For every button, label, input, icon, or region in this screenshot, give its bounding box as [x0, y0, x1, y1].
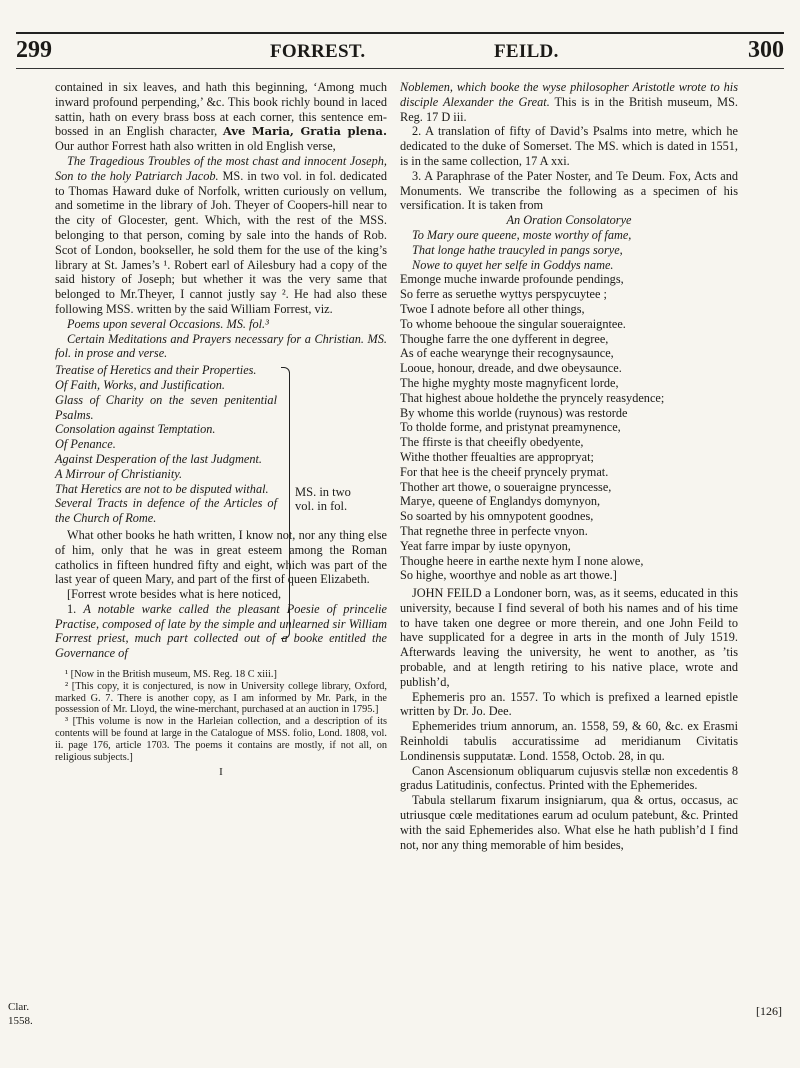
left-para-joseph: The Tragedious Troubles of the most chast and innocent Joseph, Son to the holy Patriarch Jacob. MS. in two vol. in fol. dedicated to Thomas Haward duke of Norfolk, written curiously on vellum, and sometime in the library of Joh. Theyer of Coopers-hill near to the city of Glocester, gent. Which, with the rest of the MSS. belonging to that person, coming by sale into the hands of Rob. Scot of London, bookseller, he sold them for the use of the king’s library at St. James’s ¹. Robert earl of Ailesbury had a copy of the said history of Joseph; but whether it was the very same that belonged to Mr.Theyer, I cannot justly say ². He had also these following MSS. written by the said William Forrest, viz.: [55, 153, 388, 316]
work-item: Of Penance.: [55, 437, 116, 452]
feild-bio: JOHN FEILD a Londoner born, was, as it seems, educated in this university, because I find several of both his names and of his time to have taken one degree or more therein, and one John Feild to have supplicated for a degree in arts in the month of July 1519. Afterwards leaving the university, he went to another, as ’tis probable, and at length retiring to his native place, wrote and publish’d,: [400, 586, 738, 689]
running-header: [16, 32, 784, 68]
work-item: Glass of Charity on the seven penitential Psalms.: [55, 392, 277, 422]
footnote: ¹ [Now in the British museum, MS. Reg. 18 C xiii.]: [65, 669, 277, 681]
verse-line: Yeat farre impar by iuste opynyon,: [400, 538, 571, 553]
oration-title: An Oration Consolatorye: [506, 213, 632, 228]
verse-line: So soarted by his omnypotent goodnes,: [400, 509, 594, 524]
verse-line: Twoe I adnote before all other things,: [400, 301, 585, 316]
ephemerides-three-years: Ephemerides trium annorum, an. 1558, 59, & 60, &c. ex Erasmi Reinholdi tabulis accuratissime ad meridianum Civitatis Londinensis supputatæ. Lond. 1558, Octob. 28, in qu.: [400, 719, 738, 763]
verse-line: That longe hathe traucyled in pangs sorye,: [412, 242, 623, 257]
verse-line: Nowe to quyet her selfe in Goddys name.: [412, 257, 614, 272]
signature-mark: I: [219, 766, 223, 779]
dedication-lines: [412, 228, 738, 272]
verse-line: That highest aboue holdethe the pryncely reasydence;: [400, 390, 665, 405]
works-list: [55, 363, 277, 526]
verse-stanza-1: [400, 272, 738, 376]
meditations-entry: Certain Meditations and Prayers necessary for a Christian. MS. fol. in prose and verse.: [55, 331, 387, 361]
work-item: Treatise of Heretics and their Properties.: [55, 363, 257, 378]
left-para-1: contained in six leaves, and hath this beginning, ‘Among much inward profound perpending,’ &c. This book richly bound in laced sattin, hath on every brass boss at each corner, this sentence embossed in an English character, Ave Maria, Gratia plena. Our author Forrest hath also written in old English verse,: [55, 80, 387, 154]
verse-line: Marye, queene of Englandys domynyon,: [400, 494, 601, 509]
verse-line: For that hee is the cheeif pryncely prymat.: [400, 464, 609, 479]
verse-line: That regnethe three in perfecte vnyon.: [400, 523, 588, 538]
left-page-number: 299: [16, 37, 52, 63]
verse-line: To whome behooue the singular soueraigntee.: [400, 316, 626, 331]
footnote: ² [This copy, it is conjectured, is now in University college library, Oxford, marked G. 7. There is another copy, as I am informed by Mr. Park, in the possession of Mr. Lloyd, the wine-merchant, purchased at an auction in 1795.]: [55, 680, 387, 716]
verse-line: By whome this worlde (ruynous) was restorde: [400, 405, 628, 420]
brace-bracket: [281, 367, 290, 639]
right-page-number: 300: [748, 37, 784, 63]
header-rule: [16, 68, 784, 69]
blackletter-motto: Ave Maria, Gratia plena.: [222, 124, 387, 139]
right-running-title: FEILD.: [494, 41, 559, 62]
right-column: [400, 80, 738, 852]
right-para-2: 2. A translation of fifty of David’s Psalms into metre, which he dedicated to the duke of Somerset. The MS. which is dated in 1551, is in the same collection, 17 A xxi.: [400, 124, 738, 168]
verse-line: Thoughe heere in earthe nexte hym I none alowe,: [400, 553, 644, 568]
margin-note-page-ref: [126]: [756, 1004, 782, 1018]
work-item: That Heretics are not to be disputed withal.: [55, 481, 269, 496]
left-running-title: FORREST.: [270, 41, 366, 62]
works-list-block: [55, 363, 387, 526]
verse-line: Emonge muche inwarde profounde pendings,: [400, 272, 624, 287]
left-column: [55, 80, 387, 780]
canon-entry: Canon Ascensionum obliquarum cujusvis stellæ non excedentis 8 gradus Latitudinis, confectus. Printed with the Ephemerides.: [400, 763, 738, 793]
verse-line: Withe thother ffeualties are appropryat;: [400, 449, 594, 464]
verse-line: Thother art thowe, o soueraigne pryncesse,: [400, 479, 612, 494]
verse-line: So highe, woorthye and noble as art thowe.]: [400, 568, 617, 583]
work-item: Of Faith, Works, and Justification.: [55, 377, 225, 392]
footnote: ³ [This volume is now in the Harleian collection, and a description of its contents will be found at large in the Catalogue of MSS. folio, Lond. 1808, vol. ii. page 176, article 1703. The poems it contains are mostly, if not all, on religious subjects.]: [55, 716, 387, 763]
right-para-1: Noblemen, which booke the wyse philosopher Aristotle wrote to his disciple Alexander the Great. This is in the British museum, MS. Reg. 17 D iii.: [400, 80, 738, 124]
footnotes: [55, 669, 387, 763]
left-para-3: What other books he hath written, I know not, nor any thing else of him, only that he was in great esteem among the Roman catholics in fifteen hundred fifty and eight, which was part of the last year of queen Mary, and part of the first of queen Elizabeth.: [55, 527, 387, 587]
ms-note: MS. in two vol. in fol.: [295, 485, 351, 514]
work-item: Consolation against Temptation.: [55, 422, 216, 437]
verse-line: Looue, honour, dreade, and dwe obeysaunce.: [400, 361, 622, 376]
verse-stanza-2: [400, 376, 738, 480]
verse-line: Thoughe farre the one dyfferent in degree,: [400, 331, 609, 346]
poems-entry: Poems upon several Occasions. MS. fol.³: [67, 316, 269, 331]
verse-stanza-3: [400, 480, 738, 584]
verse-line: To tholde forme, and pristynat preamynence,: [400, 420, 621, 435]
work-item: Against Desperation of the last Judgment.: [55, 451, 262, 466]
ephemeris-1557: Ephemeris pro an. 1557. To which is prefixed a learned epistle written by Dr. Jo. Dee.: [400, 689, 738, 719]
verse-line: The ffirste is that cheeifly obedyente,: [400, 435, 584, 450]
verse-line: As of eache wearynge their recognysaunce,: [400, 346, 614, 361]
work-item: A Mirrour of Christianity.: [55, 466, 183, 481]
margin-note-clar: Clar. 1558.: [8, 1001, 33, 1027]
tabula-entry: Tabula stellarum fixarum insigniarum, qua & ortus, occasus, ac utriusque cœle meditationes earum ad oculum patebunt, &c. Printed with the said Ephemerides also. What else he hath publish’d I find not, nor any thing memorable of him besides,: [400, 793, 738, 852]
joseph-title: The Tragedious Troubles of the most chast and innocent Joseph, Son to the holy Patriarch Jacob.: [55, 153, 387, 183]
work-item: Several Tracts in defence of the Articles of the Church of Rome.: [55, 496, 277, 526]
right-para-3: 3. A Paraphrase of the Pater Noster, and Te Deum. Fox, Acts and Monuments. We transcribe the following as a specimen of his versification. It is taken from: [400, 168, 738, 213]
left-para-4: [Forrest wrote besides what is here noticed,: [67, 587, 282, 602]
verse-line: So ferre as seruethe wyttys perspycuytee ;: [400, 287, 607, 302]
verse-line: The highe myghty moste magnyficent lorde,: [400, 375, 619, 390]
left-para-5: 1. A notable warke called the pleasant Poesie of princelie Practise, composed of late by the simple and unlearned sir William Forrest priest, much part collected out of a booke entitled the Governance of: [55, 601, 388, 661]
verse-line: To Mary oure queene, moste worthy of fame,: [412, 227, 632, 242]
